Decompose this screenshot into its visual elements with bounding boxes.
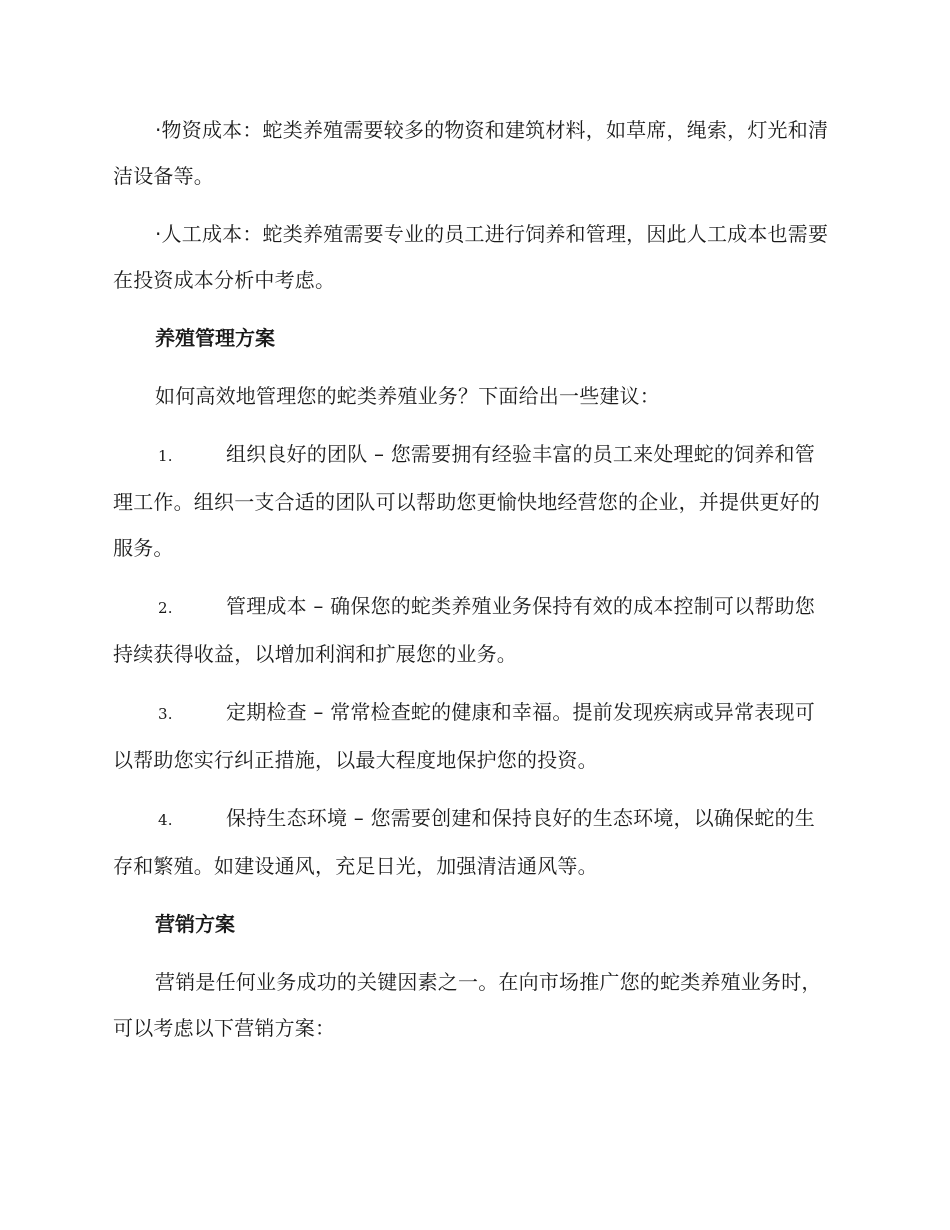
list-item (113, 431, 830, 571)
list-item (113, 583, 830, 677)
list-item-text: 保持生态环境 – 您需要创建和保持良好的生态环境，以确保蛇的生存和繁殖。如建设通风，充足日光，加强清洁通风等。 (113, 806, 815, 878)
intro-management: 如何高效地管理您的蛇类养殖业务？下面给出一些建议： (155, 384, 660, 408)
list-item-text: 组织良好的团队 – 您需要拥有经验丰富的员工来处理蛇的饲养和管理工作。组织一支合适的团队可以帮助您更愉快地经营您的企业，并提供更好的服务。 (113, 442, 820, 560)
list-item-number: 1. (158, 447, 173, 465)
section-heading-marketing: 营销方案 (155, 912, 235, 936)
list-item (113, 689, 830, 783)
bullet-labor-cost: ·人工成本：蛇类养殖需要专业的员工进行饲养和管理，因此人工成本也需要在投资成本分析中考虑。 (113, 222, 829, 292)
section-heading-management: 养殖管理方案 (155, 326, 275, 350)
list-item-text: 管理成本 – 确保您的蛇类养殖业务保持有效的成本控制可以帮助您持续获得收益，以增加利润和扩展您的业务。 (113, 594, 815, 666)
list-item (113, 795, 830, 889)
list-item-text: 定期检查 – 常常检查蛇的健康和幸福。提前发现疾病或异常表现可以帮助您实行纠正措施，以最大程度地保护您的投资。 (113, 700, 815, 772)
list-item-number: 3. (158, 705, 173, 723)
list-item-number: 4. (158, 811, 173, 829)
list-item-number: 2. (158, 599, 173, 617)
bullet-material-cost: ·物资成本：蛇类养殖需要较多的物资和建筑材料，如草席，绳索，灯光和清洁设备等。 (113, 118, 829, 188)
intro-marketing: 营销是任何业务成功的关键因素之一。在向市场推广您的蛇类养殖业务时，可以考虑以下营销方案： (113, 970, 822, 1040)
